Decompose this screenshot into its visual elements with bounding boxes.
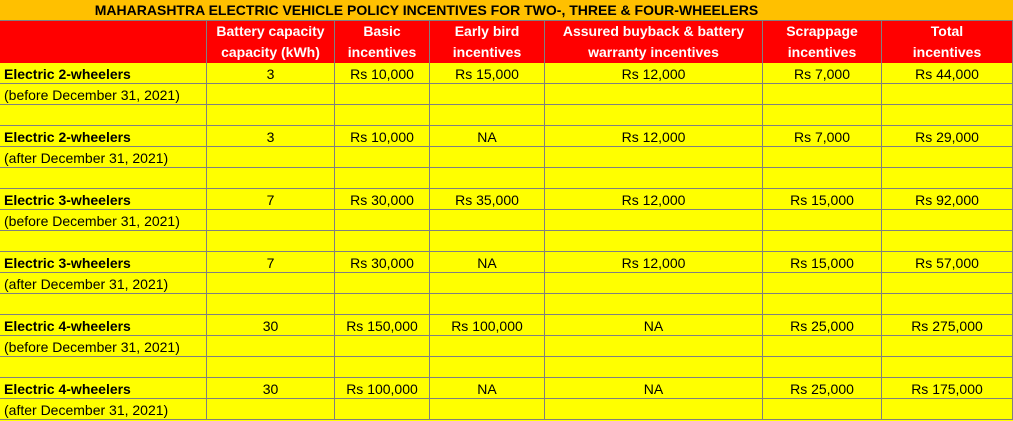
header-row xyxy=(0,21,1013,63)
table-row xyxy=(0,399,1013,420)
table-row xyxy=(0,126,1013,147)
empty-cell[interactable] xyxy=(0,357,207,378)
empty-cell[interactable] xyxy=(207,84,335,105)
empty-cell[interactable] xyxy=(335,357,430,378)
empty-cell[interactable] xyxy=(545,273,763,294)
table-row xyxy=(0,231,1013,252)
scrappage-cell[interactable]: Rs 15,000 xyxy=(763,252,882,273)
early-bird-cell[interactable]: NA xyxy=(430,378,545,399)
empty-cell[interactable] xyxy=(207,294,335,315)
battery-capacity-cell[interactable]: 3 xyxy=(207,126,335,147)
empty-cell[interactable] xyxy=(335,273,430,294)
scrappage-cell[interactable]: Rs 7,000 xyxy=(763,126,882,147)
empty-cell[interactable] xyxy=(207,273,335,294)
empty-cell[interactable] xyxy=(545,147,763,168)
table-row xyxy=(0,105,1013,126)
scrappage-cell[interactable]: Rs 15,000 xyxy=(763,189,882,210)
empty-cell[interactable] xyxy=(430,210,545,231)
header-buyback-warranty-incentives[interactable] xyxy=(545,21,763,63)
header-vehicle[interactable] xyxy=(0,21,207,63)
early-bird-cell[interactable]: Rs 15,000 xyxy=(430,63,545,84)
empty-cell[interactable] xyxy=(882,273,1013,294)
scrappage-cell[interactable]: Rs 7,000 xyxy=(763,63,882,84)
scrappage-cell[interactable]: Rs 25,000 xyxy=(763,315,882,336)
table-row xyxy=(0,147,1013,168)
table-row xyxy=(0,378,1013,399)
empty-cell[interactable] xyxy=(207,231,335,252)
period-cell[interactable]: (before December 31, 2021) xyxy=(0,336,207,357)
total-incentive-cell[interactable]: Rs 44,000 xyxy=(882,63,1013,84)
vehicle-type-cell[interactable]: Electric 4-wheelers xyxy=(0,315,207,336)
empty-cell[interactable] xyxy=(430,294,545,315)
header-scrappage-incentives[interactable] xyxy=(763,21,882,63)
vehicle-type-cell[interactable]: Electric 2-wheelers xyxy=(0,63,207,84)
buyback-warranty-cell[interactable]: Rs 12,000 xyxy=(545,252,763,273)
battery-capacity-cell[interactable]: 3 xyxy=(207,63,335,84)
early-bird-cell[interactable]: NA xyxy=(430,126,545,147)
battery-capacity-cell[interactable]: 30 xyxy=(207,315,335,336)
table-row xyxy=(0,252,1013,273)
empty-cell[interactable] xyxy=(763,105,882,126)
empty-cell[interactable] xyxy=(335,210,430,231)
header-total-incentives-line1: Total xyxy=(930,23,964,39)
early-bird-cell[interactable]: Rs 100,000 xyxy=(430,315,545,336)
empty-cell[interactable] xyxy=(545,210,763,231)
total-incentive-cell[interactable]: Rs 275,000 xyxy=(882,315,1013,336)
battery-capacity-cell[interactable]: 7 xyxy=(207,252,335,273)
basic-incentive-cell[interactable]: Rs 10,000 xyxy=(335,63,430,84)
table-row xyxy=(0,63,1013,84)
empty-cell[interactable] xyxy=(882,210,1013,231)
empty-cell[interactable] xyxy=(882,231,1013,252)
table-row xyxy=(0,294,1013,315)
empty-cell[interactable] xyxy=(545,231,763,252)
empty-cell[interactable] xyxy=(430,399,545,420)
empty-cell[interactable] xyxy=(545,336,763,357)
empty-cell[interactable] xyxy=(882,294,1013,315)
empty-cell[interactable] xyxy=(545,294,763,315)
table-row xyxy=(0,273,1013,294)
early-bird-cell[interactable]: NA xyxy=(430,252,545,273)
header-basic-incentives[interactable] xyxy=(335,21,430,63)
empty-cell[interactable] xyxy=(335,84,430,105)
empty-cell[interactable] xyxy=(207,147,335,168)
empty-cell[interactable] xyxy=(430,84,545,105)
table-title[interactable] xyxy=(0,0,1013,21)
header-battery-capacity[interactable] xyxy=(207,21,335,63)
empty-cell[interactable] xyxy=(545,84,763,105)
empty-cell[interactable] xyxy=(207,399,335,420)
header-basic-incentives-line1: Basic xyxy=(363,23,401,39)
empty-cell[interactable] xyxy=(545,168,763,189)
period-cell[interactable]: (before December 31, 2021) xyxy=(0,84,207,105)
battery-capacity-cell[interactable]: 30 xyxy=(207,378,335,399)
header-scrappage-incentives-line1: Scrappage xyxy=(786,23,858,39)
empty-cell[interactable] xyxy=(763,399,882,420)
header-basic-incentives-line2: incentives xyxy=(347,44,417,60)
battery-capacity-cell[interactable]: 7 xyxy=(207,189,335,210)
vehicle-type-cell[interactable]: Electric 3-wheelers xyxy=(0,189,207,210)
total-incentive-cell[interactable]: Rs 29,000 xyxy=(882,126,1013,147)
basic-incentive-cell[interactable]: Rs 30,000 xyxy=(335,189,430,210)
empty-cell[interactable] xyxy=(430,336,545,357)
empty-cell[interactable] xyxy=(335,168,430,189)
empty-cell[interactable] xyxy=(430,168,545,189)
empty-cell[interactable] xyxy=(763,336,882,357)
table-title-text: MAHARASHTRA ELECTRIC VEHICLE POLICY INCENTIVES FOR TWO-, THREE & FOUR-WHEELERS xyxy=(94,2,759,18)
header-battery-capacity-line2: capacity (kWh) xyxy=(221,44,320,60)
empty-cell[interactable] xyxy=(763,168,882,189)
empty-cell[interactable] xyxy=(207,357,335,378)
total-incentive-cell[interactable]: Rs 92,000 xyxy=(882,189,1013,210)
table-row xyxy=(0,189,1013,210)
empty-cell[interactable] xyxy=(763,294,882,315)
table-row xyxy=(0,210,1013,231)
header-early-bird-incentives-line1: Early bird xyxy=(454,23,520,39)
empty-cell[interactable] xyxy=(545,399,763,420)
basic-incentive-cell[interactable]: Rs 150,000 xyxy=(335,315,430,336)
empty-cell[interactable] xyxy=(882,336,1013,357)
vehicle-type-cell[interactable]: Electric 4-wheelers xyxy=(0,378,207,399)
early-bird-cell[interactable]: Rs 35,000 xyxy=(430,189,545,210)
empty-cell[interactable] xyxy=(882,105,1013,126)
basic-incentive-cell[interactable]: Rs 30,000 xyxy=(335,252,430,273)
empty-cell[interactable] xyxy=(763,357,882,378)
empty-cell[interactable] xyxy=(882,357,1013,378)
header-battery-capacity-line1: Battery capacity xyxy=(216,23,325,39)
total-incentive-cell[interactable]: Rs 57,000 xyxy=(882,252,1013,273)
empty-cell[interactable] xyxy=(430,147,545,168)
empty-cell[interactable] xyxy=(0,231,207,252)
empty-cell[interactable] xyxy=(335,147,430,168)
vehicle-type-cell[interactable]: Electric 2-wheelers xyxy=(0,126,207,147)
period-cell[interactable]: (after December 31, 2021) xyxy=(0,147,207,168)
basic-incentive-cell[interactable]: Rs 10,000 xyxy=(335,126,430,147)
period-cell[interactable]: (before December 31, 2021) xyxy=(0,210,207,231)
empty-cell[interactable] xyxy=(545,105,763,126)
empty-cell[interactable] xyxy=(882,84,1013,105)
total-incentive-cell[interactable]: Rs 175,000 xyxy=(882,378,1013,399)
empty-cell[interactable] xyxy=(430,357,545,378)
empty-cell[interactable] xyxy=(335,336,430,357)
empty-cell[interactable] xyxy=(335,105,430,126)
table-row xyxy=(0,168,1013,189)
period-cell[interactable]: (after December 31, 2021) xyxy=(0,273,207,294)
header-early-bird-incentives[interactable] xyxy=(430,21,545,63)
buyback-warranty-cell[interactable]: Rs 12,000 xyxy=(545,63,763,84)
empty-cell[interactable] xyxy=(882,147,1013,168)
empty-cell[interactable] xyxy=(430,273,545,294)
empty-cell[interactable] xyxy=(0,168,207,189)
table-row xyxy=(0,357,1013,378)
empty-cell[interactable] xyxy=(882,168,1013,189)
header-total-incentives-line2: incentives xyxy=(912,44,982,60)
vehicle-type-cell[interactable]: Electric 3-wheelers xyxy=(0,252,207,273)
table-row xyxy=(0,336,1013,357)
empty-cell[interactable] xyxy=(207,210,335,231)
empty-cell[interactable] xyxy=(207,168,335,189)
empty-cell[interactable] xyxy=(335,294,430,315)
empty-cell[interactable] xyxy=(430,105,545,126)
buyback-warranty-cell[interactable]: Rs 12,000 xyxy=(545,189,763,210)
empty-cell[interactable] xyxy=(0,105,207,126)
period-cell[interactable]: (after December 31, 2021) xyxy=(0,399,207,420)
empty-cell[interactable] xyxy=(763,210,882,231)
header-buyback-warranty-incentives-line2: warranty incentives xyxy=(588,44,719,60)
empty-cell[interactable] xyxy=(335,399,430,420)
empty-cell[interactable] xyxy=(763,84,882,105)
empty-cell[interactable] xyxy=(763,231,882,252)
buyback-warranty-cell[interactable]: Rs 12,000 xyxy=(545,126,763,147)
empty-cell[interactable] xyxy=(763,273,882,294)
empty-cell[interactable] xyxy=(763,147,882,168)
empty-cell[interactable] xyxy=(430,231,545,252)
empty-cell[interactable] xyxy=(207,336,335,357)
header-total-incentives[interactable] xyxy=(882,21,1013,63)
table-row xyxy=(0,315,1013,336)
table-row xyxy=(0,84,1013,105)
empty-cell[interactable] xyxy=(0,294,207,315)
empty-cell[interactable] xyxy=(545,357,763,378)
empty-cell[interactable] xyxy=(207,105,335,126)
basic-incentive-cell[interactable]: Rs 100,000 xyxy=(335,378,430,399)
header-buyback-warranty-incentives-line1: Assured buyback & battery xyxy=(562,23,745,39)
buyback-warranty-cell[interactable]: NA xyxy=(545,315,763,336)
header-scrappage-incentives-line2: incentives xyxy=(787,44,857,60)
scrappage-cell[interactable]: Rs 25,000 xyxy=(763,378,882,399)
empty-cell[interactable] xyxy=(335,231,430,252)
header-early-bird-incentives-line2: incentives xyxy=(452,44,522,60)
buyback-warranty-cell[interactable]: NA xyxy=(545,378,763,399)
empty-cell[interactable] xyxy=(882,399,1013,420)
